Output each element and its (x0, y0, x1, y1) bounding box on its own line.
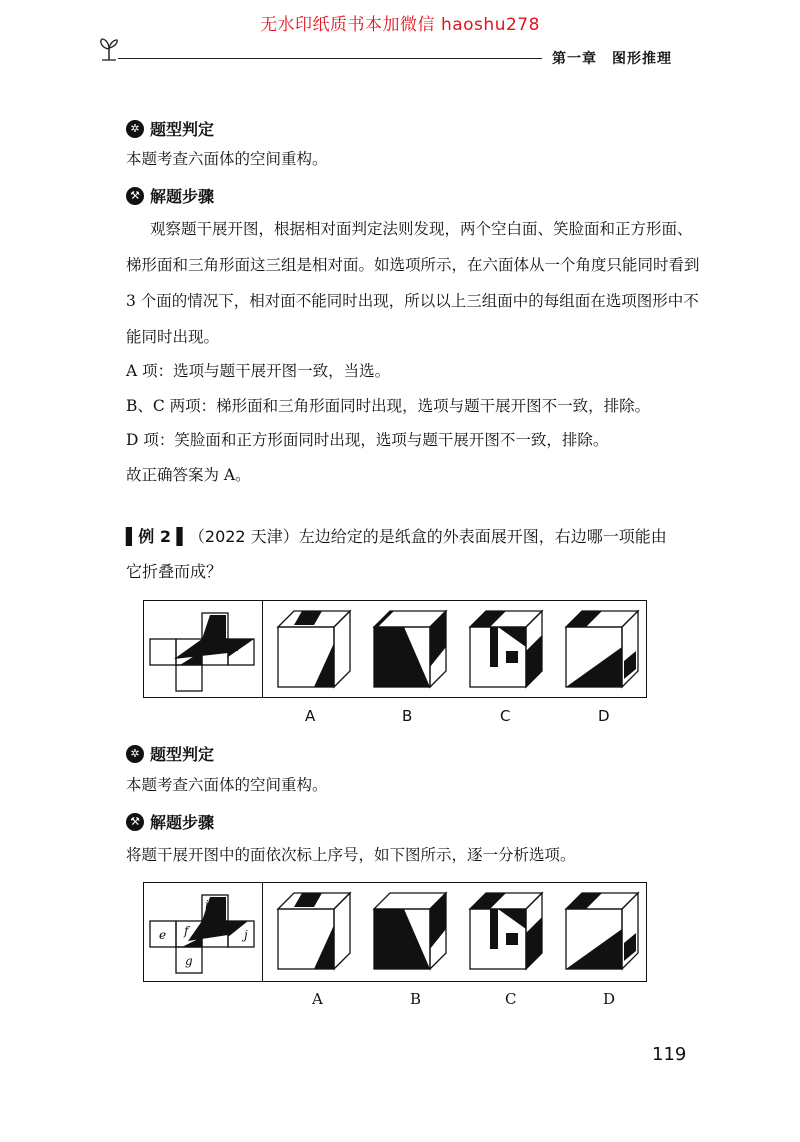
option-label-a: A (305, 707, 316, 725)
steps-line: 能同时出现。 (126, 328, 220, 346)
type-text-2: 本题考查六面体的空间重构。 (126, 776, 328, 794)
type-heading (126, 117, 214, 140)
header-rule (118, 58, 542, 59)
cube-option-d-2 (562, 889, 642, 973)
steps-heading (126, 184, 214, 207)
option-d-analysis: D 项：笑脸面和正方形面同时出现，选项与题干展开图不一致，排除。 (126, 431, 609, 449)
cube-option-a-2 (274, 889, 354, 973)
option-a-analysis: A 项：选项与题干展开图一致，当选。 (126, 362, 391, 380)
example-question-line1 (126, 524, 667, 547)
steps-line: 梯形面和三角形面这三组是相对面。如选项所示，在六面体从一个角度只能同时看到 (126, 256, 700, 274)
type-heading-2 (126, 742, 214, 765)
chapter-title: 第一章 图形推理 (552, 51, 672, 67)
face-label-e: e (159, 928, 167, 942)
steps-text-2: 将题干展开图中的面依次标上序号，如下图所示，逐一分析选项。 (126, 846, 576, 864)
unfolded-net (144, 601, 262, 697)
option-label-c-2: C (505, 990, 517, 1008)
cube-option-d (562, 607, 642, 691)
face-label-j: j (244, 928, 248, 942)
type-heading-label: 题型判定 (150, 120, 215, 139)
steps-line: 观察题干展开图，根据相对面判定法则发现，两个空白面、笑脸面和正方形面、 (150, 220, 693, 238)
labeled-figure (143, 882, 647, 982)
cube-option-c-2 (466, 889, 546, 973)
question-figure (143, 600, 647, 698)
example-mark: ▌例 2 ▌ (126, 527, 189, 546)
option-label-d: D (598, 707, 610, 725)
example-question-line2: 它折叠而成？ (126, 562, 223, 581)
wrench-icon: ⚒ (126, 187, 144, 205)
answer-text: 故正确答案为 A。 (126, 466, 251, 484)
type-text: 本题考查六面体的空间重构。 (126, 150, 328, 168)
face-label-f: f (184, 924, 189, 938)
wrench-icon: ⚒ (126, 813, 144, 831)
steps-heading-2 (126, 810, 214, 833)
page-number: 119 (652, 1044, 687, 1065)
cube-option-c (466, 607, 546, 691)
option-bc-analysis: B、C 两项：梯形面和三角形面同时出现，选项与题干展开图不一致，排除。 (126, 397, 651, 415)
type-heading-label: 题型判定 (150, 745, 215, 764)
example-text: （2022 天津）左边给定的是纸盒的外表面展开图，右边哪一项能由 (188, 527, 667, 546)
option-label-c: C (500, 707, 511, 725)
cube-option-b-2 (370, 889, 450, 973)
option-label-d-2: D (603, 990, 616, 1008)
face-label-g: g (185, 954, 193, 968)
steps-heading-label: 解题步骤 (150, 187, 215, 206)
gear-icon: ✲ (126, 120, 144, 138)
option-label-b: B (402, 707, 413, 725)
labeled-net (144, 883, 262, 981)
option-label-a-2: A (312, 990, 323, 1008)
option-label-b-2: B (410, 990, 422, 1008)
steps-line: 3 个面的情况下，相对面不能同时出现，所以以上三组面中的每组面在选项图形中不 (126, 292, 699, 310)
gear-icon: ✲ (126, 745, 144, 763)
steps-heading-label: 解题步骤 (150, 813, 215, 832)
cube-option-a (274, 607, 354, 691)
face-label-i: i (205, 898, 209, 912)
watermark: 无水印纸质书本加微信 haoshu278 (260, 15, 540, 35)
cube-option-b (370, 607, 450, 691)
